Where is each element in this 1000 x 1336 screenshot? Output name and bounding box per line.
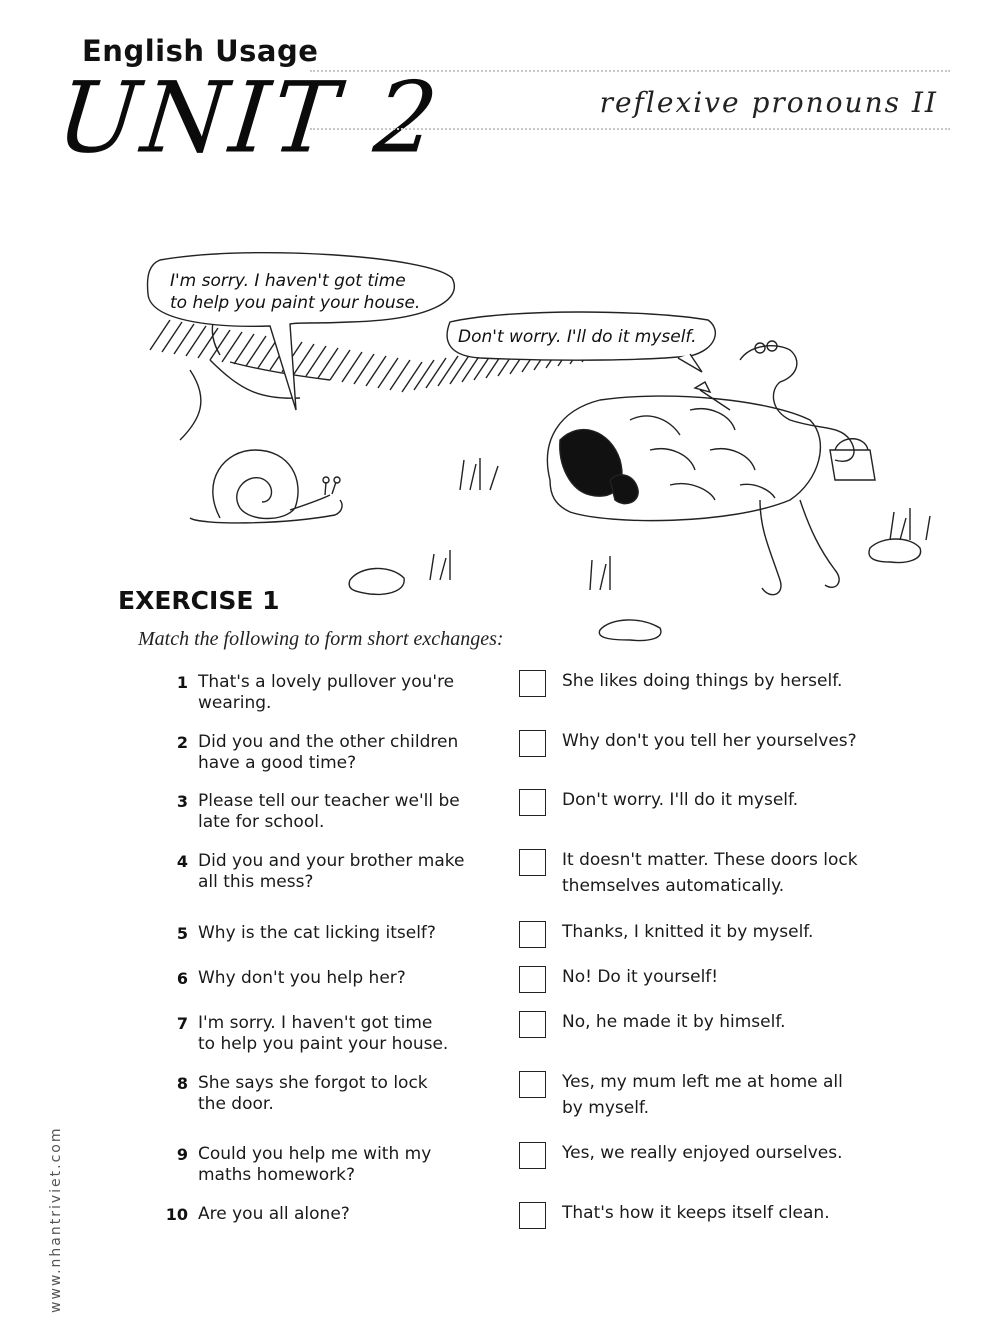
answer-checkbox[interactable] bbox=[519, 730, 546, 757]
question-number: 8 bbox=[176, 1074, 188, 1093]
question-number: 10 bbox=[165, 1205, 188, 1224]
answer-checkbox[interactable] bbox=[519, 849, 546, 876]
question-text: That's a lovely pullover you're wearing. bbox=[198, 672, 455, 713]
answer-checkbox[interactable] bbox=[519, 966, 546, 993]
answer-checkbox[interactable] bbox=[519, 1071, 546, 1098]
answer-text: That's how it keeps itself clean. bbox=[562, 1203, 830, 1223]
snail-bubble-line-2: to help you paint your house. bbox=[170, 293, 421, 313]
answer-checkbox[interactable] bbox=[519, 789, 546, 816]
question-text: I'm sorry. I haven't got time to help you paint your house. bbox=[198, 1013, 449, 1054]
question-text: Why don't you help her? bbox=[198, 968, 406, 988]
question-number: 5 bbox=[176, 924, 188, 943]
answer-text: Yes, my mum left me at home all by myself. bbox=[562, 1072, 843, 1118]
answer-text: Thanks, I knitted it by myself. bbox=[562, 922, 814, 942]
unit-subtitle: reflexive pronouns II bbox=[594, 86, 944, 119]
answer-text: No, he made it by himself. bbox=[562, 1012, 786, 1032]
snail-bubble-line-1: I'm sorry. I haven't got time bbox=[170, 271, 406, 291]
answer-checkbox[interactable] bbox=[519, 1142, 546, 1169]
answer-text: No! Do it yourself! bbox=[562, 967, 719, 987]
unit-title: UNIT 2 bbox=[51, 60, 447, 176]
question-text: Did you and the other children have a good time? bbox=[198, 732, 459, 773]
question-number: 9 bbox=[176, 1145, 188, 1164]
header-rule-top bbox=[310, 70, 950, 72]
answer-checkbox[interactable] bbox=[519, 1202, 546, 1229]
question-text: She says she forgot to lock the door. bbox=[198, 1073, 428, 1114]
book-title: English Usage bbox=[82, 34, 319, 68]
question-text: Are you all alone? bbox=[198, 1204, 350, 1224]
tortoise-bubble: Don't worry. I'll do it myself. bbox=[458, 327, 697, 347]
watermark: www.nhantriviet.com bbox=[48, 1126, 64, 1313]
answer-checkbox[interactable] bbox=[519, 1011, 546, 1038]
answer-text: Why don't you tell her yourselves? bbox=[562, 731, 857, 751]
answer-checkbox[interactable] bbox=[519, 670, 546, 697]
question-number: 3 bbox=[176, 792, 188, 811]
answer-text: She likes doing things by herself. bbox=[562, 671, 843, 691]
question-number: 2 bbox=[176, 733, 188, 752]
question-number: 6 bbox=[176, 969, 188, 988]
header-rule-bottom bbox=[310, 128, 950, 130]
exercise-heading: EXERCISE 1 bbox=[118, 586, 280, 615]
answer-checkbox[interactable] bbox=[519, 921, 546, 948]
answer-text: Yes, we really enjoyed ourselves. bbox=[562, 1143, 843, 1163]
exercise-instructions: Match the following to form short exchanges: bbox=[138, 628, 504, 650]
question-number: 1 bbox=[176, 673, 188, 692]
question-text: Why is the cat licking itself? bbox=[198, 923, 436, 943]
question-text: Could you help me with my maths homework? bbox=[198, 1144, 432, 1185]
answer-text: Don't worry. I'll do it myself. bbox=[562, 790, 799, 810]
question-number: 7 bbox=[176, 1014, 188, 1033]
question-text: Please tell our teacher we'll be late for school. bbox=[198, 791, 460, 832]
answer-text: It doesn't matter. These doors lock themselves automatically. bbox=[562, 850, 858, 896]
question-text: Did you and your brother make all this mess? bbox=[198, 851, 465, 892]
question-number: 4 bbox=[176, 852, 188, 871]
